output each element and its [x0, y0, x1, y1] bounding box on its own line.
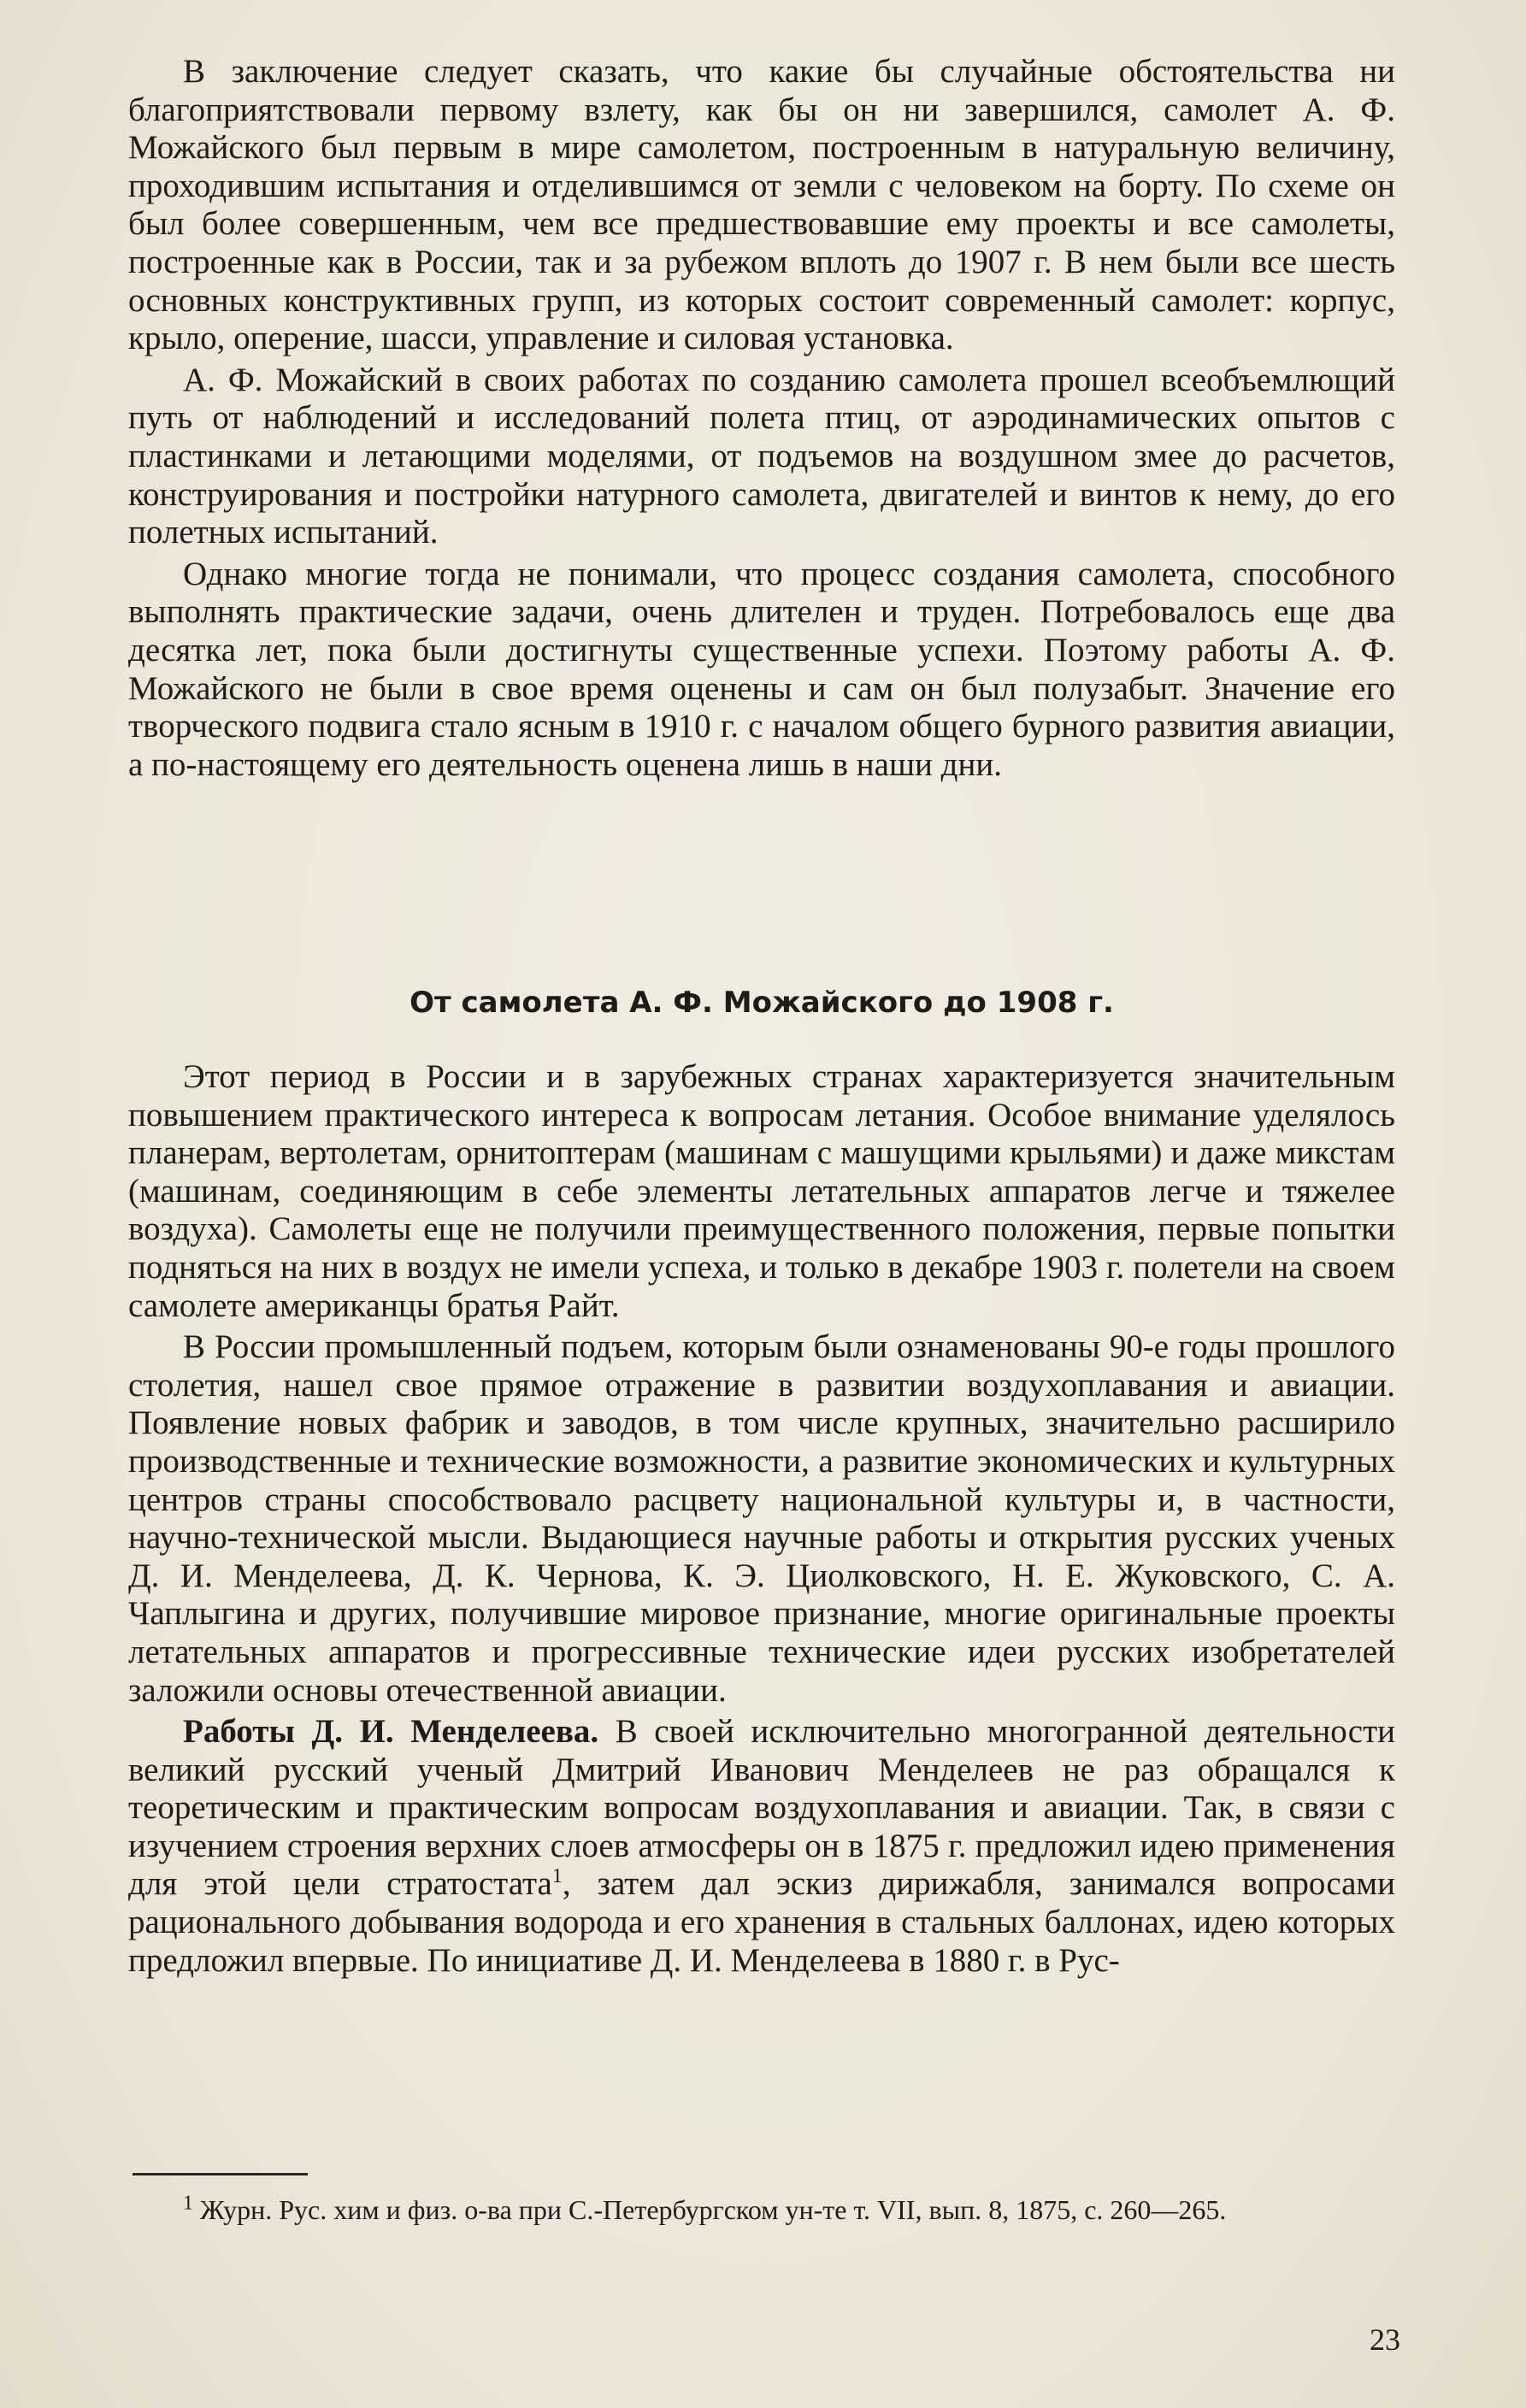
text-block-conclusion: [128, 53, 1395, 784]
section-heading: От самолета А. Ф. Можайского до 1908 г.: [409, 986, 1114, 1020]
paragraph: В заключение следует сказать, что какие бы случайные обстоятельства ни благоприятствовали первому взлету, как бы он ни завершился, самолет А. Ф. Можайского был первым в мире самолетом, построенным в натуральную величину, проходившим испытания и отделившимся от земли с человеком на борту. По схеме он был более совершенным, чем все предшествовавшие ему проекты и все самолеты, построенные как в России, так и за рубежом вплоть до 1907 г. В нем были все шесть основных конструктивных групп, из которых состоит современный самолет: корпус, крыло, оперение, шасси, управление и силовая установка.: [128, 53, 1395, 357]
paragraph-text: В своей исключительно многогранной деятельности великий русский ученый Дмитрий Иванович Менделеев не раз обращался к теоретическим и практическим вопросам воздухоплавания и авиации. Так, в связи с изучением строения верхних слоев атмосферы он в 1875 г. предложил идею применения для этой цели стратостата: [128, 1713, 1395, 1903]
paragraph: В России промышленный подъем, которым были ознаменованы 90-е годы прошлого столетия, нашел свое прямое отражение в развитии воздухоплавания и авиации. Появление новых фабрик и заводов, в том числе крупных, значительно расширило производственные и технические возможности, а развитие экономических и культурных центров страны способствовало расцвету национальной культуры и, в частности, научно-технической мысли. Выдающиеся научные работы и открытия русских ученых Д. И. Менделеева, Д. К. Чернова, К. Э. Циолковского, Н. Е. Жуковского, С. А. Чаплыгина и других, получившие мировое признание, многие оригинальные проекты летательных аппаратов и прогрессивные технические идеи русских изобретателей заложили основы отечественной авиации.: [128, 1328, 1395, 1709]
footnote-reference: 1: [551, 1865, 563, 1888]
paragraph: Этот период в России и в зарубежных странах характеризуется значительным повышением практического интереса к вопросам летания. Особое внимание уделялось планерам, вертолетам, орнитоптерам (машинам с машущими крыльями) и даже микстам (машинам, соединяющим в себе элементы летательных аппаратов легче и тяжелее воздуха). Самолеты еще не получили преимущественного положения, первые попытки подняться на них в воздух не имели успеха, и только в декабре 1903 г. полетели на своем самолете американцы братья Райт.: [128, 1058, 1395, 1324]
footnote-text: Журн. Рус. хим и физ. о-ва при С.-Петербургском ун-те т. VII, вып. 8, 1875, с. 260—265.: [193, 2194, 1227, 2225]
page-number: 23: [1370, 2323, 1400, 2357]
footnote: [128, 2193, 1395, 2227]
paragraph: Однако многие тогда не понимали, что процесс создания самолета, способного выполнять практические задачи, очень длителен и труден. Потребовалось еще два десятка лет, пока были достигнуты существенные успехи. Поэтому работы А. Ф. Можайского не были в свое время оценены и сам он был полузабыт. Значение его творческого подвига стало ясным в 1910 г. с началом общего бурного развития авиации, а по-настоящему его деятельность оценена лишь в наши дни.: [128, 555, 1395, 783]
paragraph: А. Ф. Можайский в своих работах по созданию самолета прошел всеобъемлющий путь от наблюдений и исследований полета птиц, от аэродинамических опытов с пластинками и летающими моделями, от подъемов на воздушном змее до расчетов, конструирования и постройки натурного самолета, двигателей и винтов к нему, до его полетных испытаний.: [128, 361, 1395, 551]
run-in-heading: Работы Д. И. Менделеева.: [183, 1713, 599, 1751]
footnote-mark: 1: [183, 2192, 193, 2215]
paragraph-text: , затем дал эскиз дирижабля, занимался вопросами рационального добывания водорода и его хранения в стальных баллонах, идею которых предложил впервые. По инициативе Д. И. Менделеева в 1880 г. в Рус-: [128, 1865, 1395, 1979]
paragraph-mendeleev: [128, 1713, 1395, 1980]
text-block-section: [128, 1058, 1395, 1980]
footnote-divider: [133, 2173, 308, 2175]
